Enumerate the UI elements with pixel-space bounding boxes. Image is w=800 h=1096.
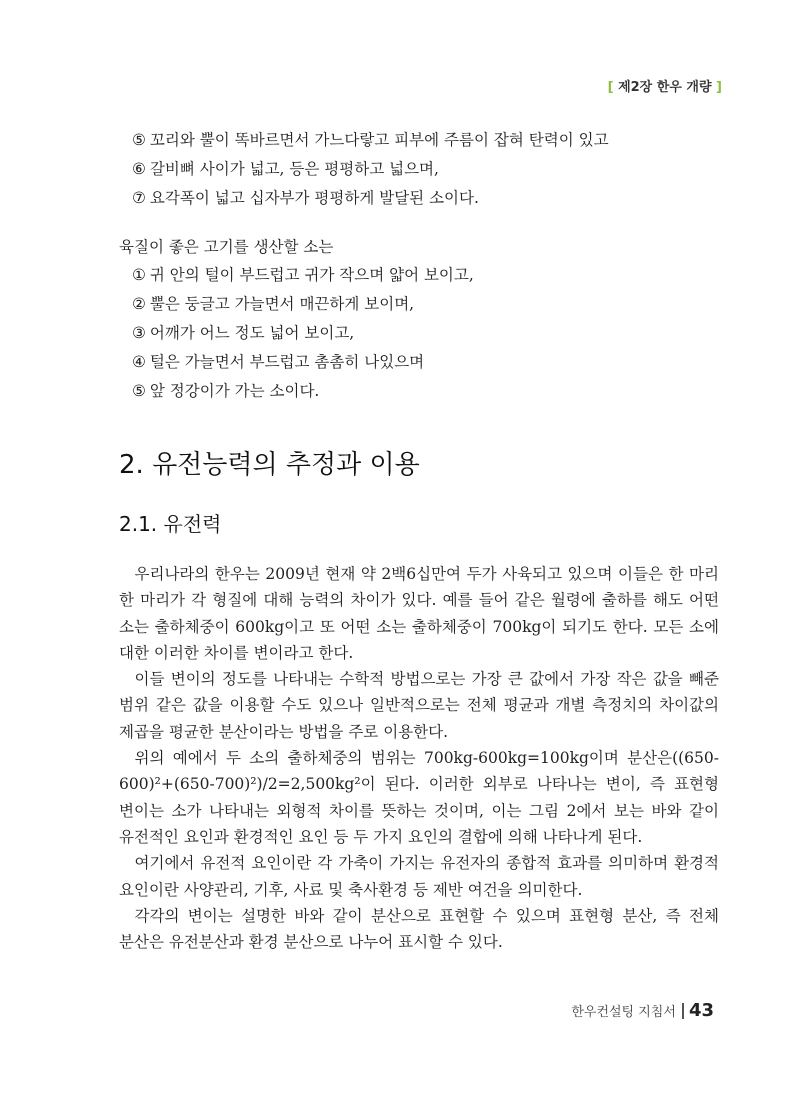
list-item-number: ② [132,295,146,313]
section-title: 2. 유전능력의 추정과 이용 [119,450,420,480]
list-item [132,126,609,155]
list-item-number: ⑦ [132,189,146,207]
chapter-header [608,76,722,95]
list-item-text: 귀 안의 털이 부드럽고 귀가 작으며 얇어 보이고, [149,266,474,284]
header-bracket-open: [ [607,80,614,95]
list-item [132,377,474,406]
list-item-text: 갈비뼈 사이가 넓고, 등은 평평하고 넓으며, [149,160,439,178]
book-title: 한우컨설팅 지침서 [571,1005,676,1020]
header-bracket-close: ] [716,80,722,95]
list-item-number: ④ [132,353,146,371]
meat-quality-heading: 육질이 좋은 고기를 생산할 소는 [119,238,334,256]
list-item-text: 털은 가늘면서 부드럽고 촘촘히 나있으며 [149,353,425,371]
list-item-number: ③ [132,324,146,342]
page-footer [571,1000,714,1021]
list-item-number: ⑤ [132,131,146,149]
meat-quality-list [132,261,474,406]
list-item [132,155,609,184]
paragraph: 여기에서 유전적 요인이란 각 가축이 가지는 유전자의 종합적 효과를 의미하며 환경적 요인이란 사양관리, 기후, 사료 및 축사환경 등 제반 여건을 의미한다. [119,854,719,899]
list-item-number: ① [132,266,146,284]
list-item-text: 요각폭이 넓고 십자부가 평평하게 발달된 소이다. [149,189,479,207]
list-item [132,319,474,348]
list-item-text: 꼬리와 뿔이 똑바르면서 가느다랗고 피부에 주름이 잡혀 탄력이 있고 [149,131,609,149]
paragraph: 이들 변이의 정도를 나타내는 수학적 방법으로는 가장 큰 값에서 가장 작은 값을 빼준 범위 같은 값을 이용할 수도 있으나 일반적으로는 전체 평균과 개별 측정치의 차이값의 제곱을 평균한 분산이라는 방법을 주로 이용한다. [119,670,719,741]
list-item [132,348,474,377]
list-item-text: 앞 정강이가 가는 소이다. [149,382,320,400]
subsection-title: 2.1. 유전력 [119,512,222,536]
characteristics-list [132,126,609,213]
list-item [132,184,609,213]
list-item-text: 뿔은 둥글고 가늘면서 매끈하게 보이며, [149,295,415,313]
paragraph: 우리나라의 한우는 2009년 현재 약 2백6십만여 두가 사육되고 있으며 이들은 한 마리 한 마리가 각 형질에 대해 능력의 차이가 있다. 예를 들어 같은 월령에 출하를 해도 어떤 소는 출하체중이 600kg이고 또 어떤 소는 출하체중이 700kg이 되기도 한다. 모든 소에 대한 이러한 차이를 변이라고 한다. [119,565,719,662]
paragraph: 각각의 변이는 설명한 바와 같이 분산으로 표현할 수 있으며 표현형 분산, 즉 전체 분산은 유전분산과 환경 분산으로 나누어 표시할 수 있다. [119,906,719,952]
chapter-title: 제2장 한우 개량 [618,80,712,95]
paragraph: 위의 예에서 두 소의 출하체중의 범위는 700kg-600kg=100kg이며 분산은((650-600)²+(650-700)²)/2=2,500kg²이 된다. 이러한 외부로 나타나는 변이, 즉 표현형 변이는 소가 나타내는 외형적 차이를 뜻하는 것이며, 이는 그림 2에서 보는 바와 같이 유전적인 요인과 환경적인 요인 등 두 가지 요인의 결합에 의해 나타나게 된다. [119,749,719,846]
list-item-text: 어깨가 어느 정도 넓어 보이고, [149,324,355,342]
list-item-number: ⑤ [132,382,146,400]
page-number: 43 [688,1000,714,1021]
list-item-number: ⑥ [132,160,146,178]
footer-divider [682,1003,684,1019]
list-item [132,290,474,319]
list-item [132,261,474,290]
body-text [119,561,719,955]
